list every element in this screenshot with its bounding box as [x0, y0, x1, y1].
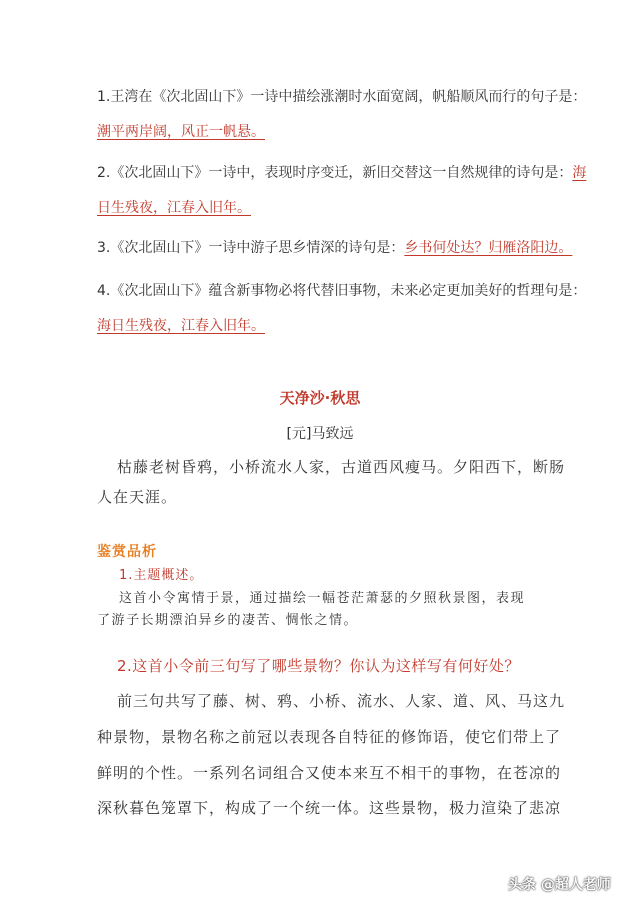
sub-heading-1: 1.主题概述。	[119, 568, 204, 583]
body-line-2: 种景物，景物名称之前冠以表现各自特征的修饰语，使它们带上了	[97, 728, 562, 746]
poem-line-1: 枯藤老树昏鸦，小桥流水人家，古道西风瘦马。夕阳西下，断肠	[117, 458, 566, 476]
body-line-4: 深秋暮色笼罩下，构成了一个统一体。这些景物，极力渲染了悲凉	[97, 799, 562, 817]
section-heading: 鉴赏品析	[97, 544, 157, 560]
answer-1: 潮平两岸阔，风正一帆悬。	[97, 124, 265, 140]
body-line-1: 前三句共写了藤、树、鸦、小桥、流水、人家、道、风、马这九	[117, 692, 566, 710]
answer-2: 日生残夜，江春入旧年。	[97, 200, 251, 216]
answer-3: 乡书何处达？归雁洛阳边。	[404, 240, 573, 256]
question-2-text: 2.《次北固山下》一诗中，表现时序变迁，新旧交替这一自然规律的诗句是：	[97, 165, 573, 181]
question-1: 1.王湾在《次北固山下》一诗中描绘涨潮时水面宽阔，帆船顺风而行的句子是：	[97, 89, 587, 105]
question-heading-2: 2.这首小令前三句写了哪些景物？你认为这样写有何好处？	[117, 657, 520, 675]
poem-line-2: 人在天涯。	[97, 488, 178, 506]
body-line-3: 鲜明的个性。一系列名词组合又使本来互不相干的事物，在苍凉的	[97, 764, 562, 782]
question-3	[97, 237, 572, 257]
watermark: 头条 @超人老师	[508, 877, 611, 893]
question-4: 4.《次北固山下》蕴含新事物必将代替旧事物，未来必定更加美好的哲理句是：	[97, 283, 587, 299]
question-2	[97, 162, 586, 182]
poem-title: 天净沙·秋思	[279, 389, 361, 407]
summary-line-1: 这首小令寓情于景，通过描绘一幅苍茫萧瑟的夕照秋景图，表现	[119, 591, 526, 606]
poem-author: [元]马致远	[286, 426, 354, 442]
question-3-text: 3.《次北固山下》一诗中游子思乡情深的诗句是：	[97, 240, 405, 256]
answer-4: 海日生残夜，江春入旧年。	[97, 318, 265, 334]
summary-line-2: 了游子长期漂泊异乡的凄苦、惆怅之情。	[97, 613, 359, 628]
answer-2-start: 海	[572, 165, 587, 181]
